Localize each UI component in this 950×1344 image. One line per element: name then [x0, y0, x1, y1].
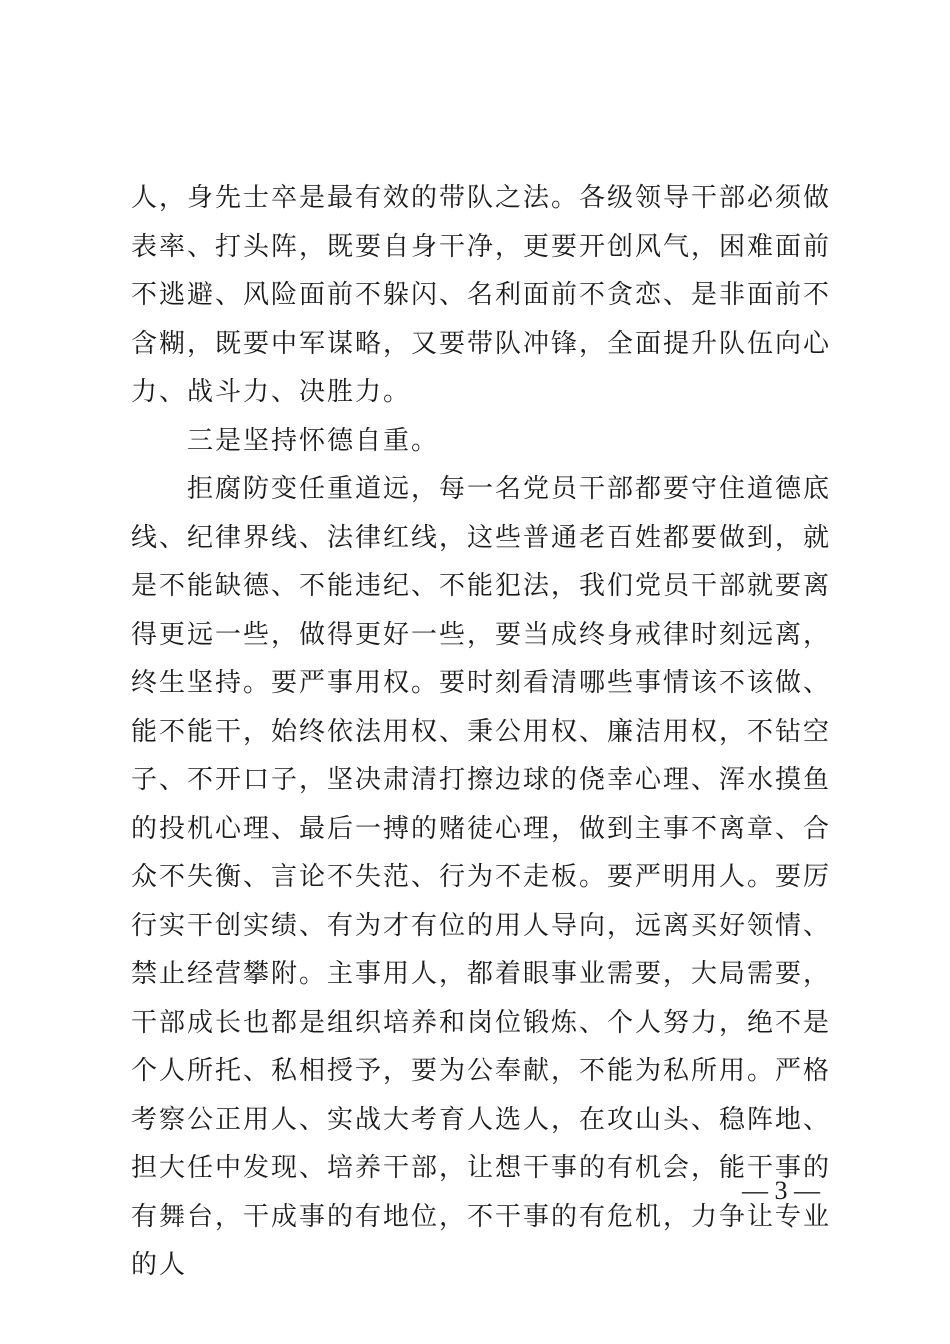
paragraph-1: 人，身先士卒是最有效的带队之法。各级领导干部必须做表率、打头阵，既要自身干净，更要开创风气，困难面前不逃避、风险面前不躲闪、名利面前不贪恋、是非面前不含糊，既要中军谋略，又要带队冲锋，全面提升队伍向心力、战斗力、决胜力。	[131, 183, 832, 407]
document-body	[131, 174, 831, 1290]
paragraph-2-heading: 三是坚持怀德自重。	[187, 425, 440, 456]
paragraph-3: 拒腐防变任重道远，每一名党员干部都要守住道德底线、纪律界线、法律红线，这些普通老百姓都要做到，就是不能缺德、不能违纪、不能犯法，我们党员干部就要离得更远一些，做得更好一些，要当成终身戒律时刻远离，终生坚持。要严事用权。要时刻看清哪些事情该不该做、能不能干，始终依法用权、秉公用权、廉洁用权，不钻空子、不开口子，坚决肃清打擦边球的侥幸心理、浑水摸鱼的投机心理、最后一搏的赌徒心理，做到主事不离章、合众不失衡、言论不失范、行为不走板。要严明用人。要厉行实干创实绩、有为才有位的用人导向，远离买好领情、禁止经营攀附。主事用人，都着眼事业需要，大局需要，干部成长也都是组织培养和岗位锻炼、个人努力，绝不是个人所托、私相授予，要为公奉献，不能为私所用。严格考察公正用人、实战大考育人选人，在攻山头、稳阵地、担大任中发现、培养干部，让想干事的有机会，能干事的有舞台，干成事的有地位，不干事的有危机，力争让专业的人	[131, 474, 832, 1280]
page-number: — 3 —	[742, 1176, 820, 1205]
